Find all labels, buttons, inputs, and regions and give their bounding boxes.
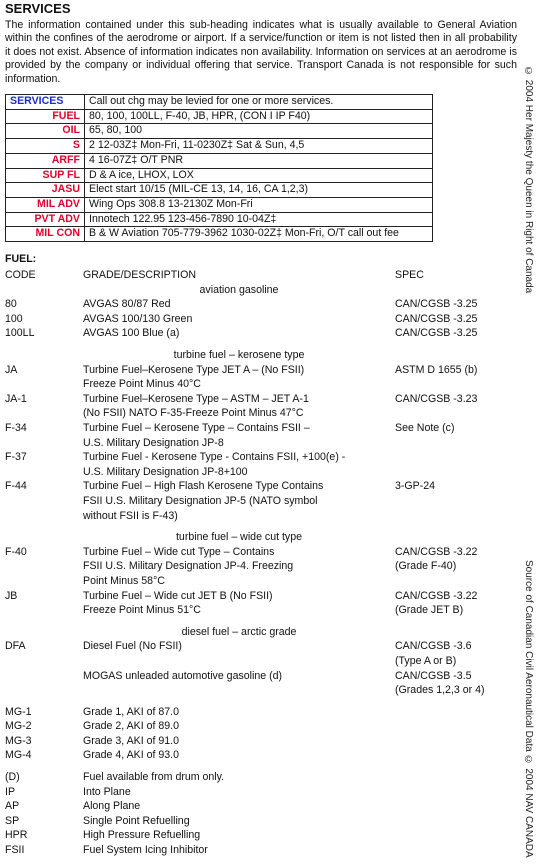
service-value: 4 16-07Z‡ O/T PNR: [85, 153, 433, 168]
fuel-spec: [395, 814, 517, 829]
fuel-code: SP: [5, 814, 20, 827]
fuel-description: without FSII is F-43): [83, 509, 178, 522]
fuel-code: MG-2: [5, 720, 32, 733]
fuel-description: AVGAS 100 Blue (a): [83, 327, 180, 340]
fuel-description: Grade 4, AKI of 93.0: [83, 749, 179, 762]
fuel-description: Turbine Fuel – Wide cut JET B (No FSII): [83, 589, 273, 602]
fuel-code: F-34: [5, 422, 27, 434]
fuel-row: [5, 392, 517, 407]
fuel-row: [5, 669, 517, 684]
fuel-spec: [395, 348, 517, 363]
fuel-description: Along Plane: [83, 800, 141, 813]
fuel-code: MG-3: [5, 734, 32, 747]
fuel-row: [5, 377, 517, 392]
col-header-code: CODE: [5, 269, 36, 282]
fuel-code: [5, 669, 83, 684]
fuel-code: (D): [5, 771, 20, 784]
fuel-code: HPR: [5, 829, 28, 842]
fuel-spec: [395, 283, 517, 298]
fuel-row: [5, 312, 517, 327]
fuel-description: Diesel Fuel (No FSII): [83, 640, 182, 653]
data-source-notice: Source of Canadian Civil Aeronautical Data © 2004 NAV CANADA: [523, 560, 534, 858]
fuel-spec: [395, 509, 517, 524]
fuel-spec: See Note (c): [395, 422, 455, 434]
fuel-code: [5, 436, 83, 451]
service-value: Innotech 122.95 123-456-7890 10-04Z‡: [85, 212, 433, 227]
fuel-description: Turbine Fuel - Kerosene Type - Contains FSII, +100(e) -: [83, 451, 346, 464]
fuel-row: [5, 799, 517, 814]
fuel-code: [5, 625, 83, 640]
fuel-row: [5, 326, 517, 341]
fuel-code: F-37: [5, 451, 27, 464]
service-key: S: [6, 139, 85, 154]
fuel-description: Turbine Fuel – High Flash Kerosene Type Contains: [83, 480, 324, 493]
service-row: [6, 153, 433, 168]
fuel-row: [5, 559, 517, 574]
fuel-row: [5, 450, 517, 465]
fuel-category-label: turbine fuel – kerosene type: [173, 349, 305, 362]
fuel-code: IP: [5, 785, 16, 798]
service-key: SERVICES: [6, 95, 85, 110]
fuel-row: [5, 509, 517, 524]
fuel-row: [5, 814, 517, 829]
fuel-row: [5, 639, 517, 654]
fuel-row: [5, 406, 517, 421]
fuel-spec: [395, 843, 517, 858]
fuel-code: 80: [5, 298, 17, 311]
fuel-code: [5, 509, 83, 524]
fuel-row: [5, 574, 517, 589]
fuel-description: Turbine Fuel–Kerosene Type – ASTM – JET A-1: [83, 392, 309, 405]
fuel-row: [5, 479, 517, 494]
fuel-row: [5, 719, 517, 734]
fuel-spec: CAN/CGSB -3.25: [395, 327, 478, 340]
fuel-category-label: diesel fuel – arctic grade: [181, 625, 297, 638]
service-key: ARFF: [6, 153, 85, 168]
fuel-spec: [395, 377, 517, 392]
fuel-code: JA-1: [5, 392, 27, 405]
service-key: MIL ADV: [6, 197, 85, 212]
fuel-spec: [395, 828, 517, 843]
copyright-notice: © 2004 Her Majesty the Queen in Right of Canada: [523, 66, 534, 294]
fuel-row: [5, 465, 517, 480]
row-spacer: [5, 341, 517, 348]
service-value: Wing Ops 308.8 13-2130Z Mon-Fri: [85, 197, 433, 212]
service-key: JASU: [6, 183, 85, 198]
row-spacer: [5, 618, 517, 625]
fuel-spec: [395, 494, 517, 509]
fuel-description: [83, 683, 395, 698]
fuel-code: [5, 465, 83, 480]
fuel-spec: [395, 625, 517, 640]
fuel-spec: [395, 574, 517, 589]
fuel-description: FSII U.S. Military Designation JP-5 (NATO symbol: [83, 494, 318, 507]
fuel-description: AVGAS 100/130 Green: [83, 312, 193, 325]
fuel-spec: CAN/CGSB -3.5: [395, 669, 472, 682]
fuel-code: DFA: [5, 640, 26, 653]
fuel-code: JB: [5, 589, 18, 602]
fuel-code: F-40: [5, 545, 27, 558]
service-value: B & W Aviation 705-779-3962 1030-02Z‡ Mon-Fri, O/T call out fee: [85, 227, 433, 242]
fuel-row: [5, 589, 517, 604]
service-row: [6, 183, 433, 198]
fuel-description: (No FSII) NATO F-35-Freeze Point Minus 47°C: [83, 407, 304, 420]
fuel-description: Fuel System Icing Inhibitor: [83, 844, 208, 857]
fuel-code: [5, 377, 83, 392]
fuel-description: Fuel available from drum only.: [83, 771, 225, 784]
fuel-category-row: [5, 625, 517, 640]
fuel-description: Grade 2, AKI of 89.0: [83, 720, 179, 733]
fuel-spec: [395, 530, 517, 545]
service-value: 2 12-03Z‡ Mon-Fri, 11-0230Z‡ Sat & Sun, 4,5: [85, 139, 433, 154]
row-spacer: [5, 523, 517, 530]
fuel-row: [5, 843, 517, 858]
fuel-spec: [395, 436, 517, 451]
fuel-spec: CAN/CGSB -3.23: [395, 392, 478, 405]
service-row: [6, 109, 433, 124]
fuel-row: [5, 603, 517, 618]
service-row: [6, 139, 433, 154]
col-header-spec: SPEC: [395, 269, 424, 282]
service-key: PVT ADV: [6, 212, 85, 227]
fuel-table-body: [5, 283, 517, 858]
col-header-description: GRADE/DESCRIPTION: [83, 269, 197, 282]
fuel-row: [5, 785, 517, 800]
fuel-code: [5, 348, 83, 363]
fuel-code: [5, 406, 83, 421]
fuel-code: [5, 494, 83, 509]
fuel-spec: [395, 734, 517, 749]
fuel-row: [5, 734, 517, 749]
fuel-spec: CAN/CGSB -3.22: [395, 545, 478, 558]
fuel-description: Grade 1, AKI of 87.0: [83, 705, 179, 718]
fuel-spec: (Grade JET B): [395, 604, 464, 617]
fuel-description: MOGAS unleaded automotive gasoline (d): [83, 669, 283, 682]
intro-paragraph: The information contained under this sub-heading indicates what is usually available to General Aviation within the confines of the aerodrome or airport. If a service/function or item is not listed then in all probability it does not exist. Absence of information indicates non availability. Information on services at an aerodrome is provided by the company or individual offering that service. Transport Canada is not responsible for such information.: [5, 19, 517, 85]
fuel-description: U.S. Military Designation JP-8+100: [83, 465, 248, 478]
fuel-code: [5, 530, 83, 545]
service-value: Elect start 10/15 (MIL-CE 13, 14, 16, CA 1,2,3): [85, 183, 433, 198]
fuel-description: Turbine Fuel – Wide cut Type – Contains: [83, 545, 275, 558]
fuel-row: [5, 770, 517, 785]
row-spacer: [5, 763, 517, 770]
fuel-spec: [395, 748, 517, 763]
services-table: [5, 94, 433, 242]
row-spacer: [5, 698, 517, 705]
fuel-spec: (Grades 1,2,3 or 4): [395, 684, 485, 697]
fuel-spec: [395, 465, 517, 480]
fuel-code: MG-1: [5, 705, 32, 718]
service-row: [6, 227, 433, 242]
fuel-code: MG-4: [5, 749, 32, 762]
fuel-spec: 3-GP-24: [395, 480, 436, 493]
fuel-description: [83, 654, 395, 669]
document-page: [5, 0, 517, 858]
fuel-code: [5, 283, 83, 298]
fuel-description: AVGAS 80/87 Red: [83, 298, 171, 311]
service-key: OIL: [6, 124, 85, 139]
fuel-row: [5, 363, 517, 378]
fuel-description: Turbine Fuel–Kerosene Type JET A – (No FSII): [83, 363, 305, 376]
fuel-code: F-44: [5, 480, 27, 493]
fuel-code: AP: [5, 800, 20, 813]
fuel-description: FSII U.S. Military Designation JP-4. Freezing: [83, 560, 294, 573]
fuel-description: Turbine Fuel – Kerosene Type – Contains FSII –: [83, 422, 310, 434]
service-row: [6, 124, 433, 139]
fuel-description: Single Point Refuelling: [83, 814, 190, 827]
service-value: 65, 80, 100: [85, 124, 433, 139]
fuel-spec: (Type A or B): [395, 654, 457, 667]
fuel-spec: (Grade F-40): [395, 560, 457, 573]
fuel-code: [5, 603, 83, 618]
service-value: 80, 100, 100LL, F-40, JB, HPR, (CON I IP F40): [85, 109, 433, 124]
service-key: SUP FL: [6, 168, 85, 183]
fuel-code: [5, 683, 83, 698]
fuel-spec: CAN/CGSB -3.25: [395, 312, 478, 325]
fuel-spec: [395, 799, 517, 814]
fuel-row: [5, 705, 517, 720]
fuel-code: 100: [5, 312, 23, 325]
service-row: [6, 197, 433, 212]
fuel-description: Grade 3, AKI of 91.0: [83, 734, 179, 747]
service-value: D & A ice, LHOX, LOX: [85, 168, 433, 183]
fuel-spec: [395, 770, 517, 785]
fuel-spec: [395, 450, 517, 465]
fuel-row: [5, 436, 517, 451]
fuel-code: [5, 574, 83, 589]
fuel-description: Point Minus 58°C: [83, 574, 165, 587]
page-title: SERVICES: [5, 1, 71, 16]
fuel-spec: [395, 785, 517, 800]
fuel-code: JA: [5, 363, 18, 376]
service-value: Call out chg may be levied for one or more services.: [85, 95, 433, 110]
fuel-row: [5, 421, 517, 436]
fuel-spec: CAN/CGSB -3.22: [395, 589, 478, 602]
fuel-row: [5, 654, 517, 669]
fuel-spec: [395, 406, 517, 421]
fuel-category-row: [5, 348, 517, 363]
service-key: FUEL: [6, 109, 85, 124]
service-row: [6, 95, 433, 110]
fuel-spec: [395, 705, 517, 720]
service-key: MIL CON: [6, 227, 85, 242]
fuel-spec: ASTM D 1655 (b): [395, 363, 478, 376]
fuel-category-label: turbine fuel – wide cut type: [175, 531, 303, 544]
fuel-row: [5, 545, 517, 560]
fuel-code: [5, 654, 83, 669]
service-row: [6, 168, 433, 183]
fuel-code: 100LL: [5, 327, 35, 340]
fuel-heading: FUEL:: [5, 253, 37, 266]
fuel-code: FSII: [5, 844, 25, 857]
fuel-row: [5, 748, 517, 763]
fuel-description: Into Plane: [83, 785, 131, 798]
fuel-header-row: [5, 268, 517, 283]
fuel-category-row: [5, 530, 517, 545]
fuel-row: [5, 494, 517, 509]
fuel-description: High Pressure Refuelling: [83, 829, 201, 842]
fuel-row: [5, 683, 517, 698]
fuel-category-label: aviation gasoline: [199, 283, 279, 296]
fuel-spec: [395, 719, 517, 734]
fuel-row: [5, 828, 517, 843]
fuel-spec: CAN/CGSB -3.25: [395, 298, 478, 311]
fuel-spec: CAN/CGSB -3.6: [395, 640, 472, 653]
fuel-code: [5, 559, 83, 574]
fuel-description: Freeze Point Minus 51°C: [83, 604, 201, 617]
fuel-row: [5, 297, 517, 312]
fuel-description: U.S. Military Designation JP-8: [83, 436, 224, 449]
fuel-description: Freeze Point Minus 40°C: [83, 378, 201, 391]
fuel-category-row: [5, 283, 517, 298]
service-row: [6, 212, 433, 227]
